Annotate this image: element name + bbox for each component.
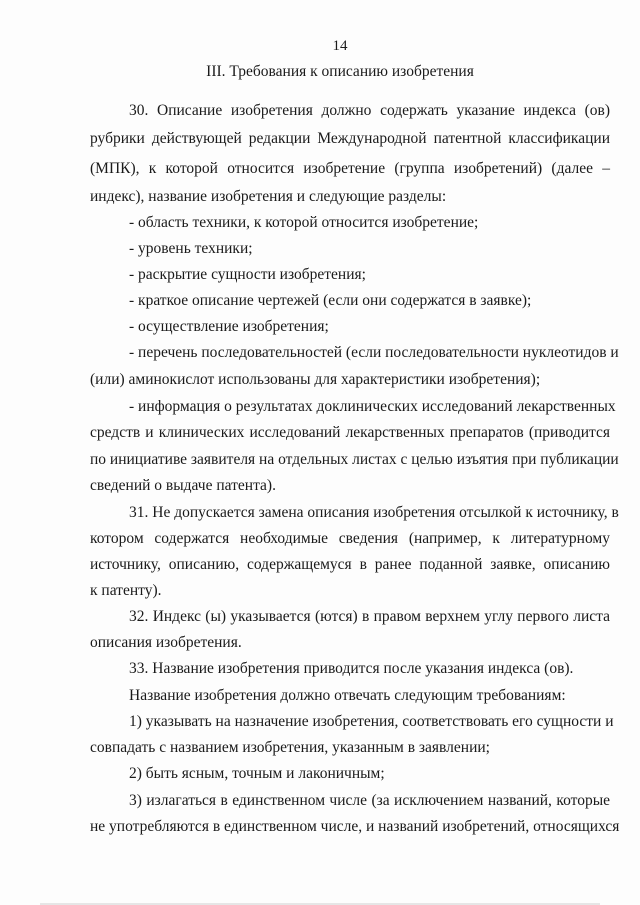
list-item-implementation: - осуществление изобретения; xyxy=(129,318,329,335)
paragraph-31-line-3: источнику, описанию, содержащемуся в ранее поданной заявке, описанию xyxy=(90,556,610,573)
paragraph-30-line-1: 30. Описание изобретения должно содержать указание индекса (ов) xyxy=(129,102,610,119)
requirement-1-line-2: совпадать с названием изобретения, указанным в заявлении; xyxy=(90,739,490,756)
list-item-research-line-3: по инициативе заявителя на отдельных листах с целью изъятия при публикации xyxy=(90,451,619,468)
requirement-3-line-2: не употребляются в единственном числе, и названий изобретений, относящихся xyxy=(90,818,620,835)
list-item-field: - область техники, к которой относится изобретение; xyxy=(129,214,479,231)
requirement-3-line-1: 3) излагаться в единственном числе (за исключением названий, которые xyxy=(129,792,610,809)
list-item-sequences-line-1: - перечень последовательностей (если последовательности нуклеотидов и xyxy=(129,344,619,361)
paragraph-33-line-2: Название изобретения должно отвечать следующим требованиям: xyxy=(129,687,566,704)
list-item-drawings: - краткое описание чертежей (если они содержатся в заявке); xyxy=(129,292,532,309)
requirement-2: 2) быть ясным, точным и лаконичным; xyxy=(129,765,385,782)
list-item-research-line-2: средств и клинических исследований лекарственных препаратов (приводится xyxy=(90,424,610,441)
requirement-1-line-1: 1) указывать на назначение изобретения, соответствовать его сущности и xyxy=(129,713,614,730)
list-item-prior-art: - уровень техники; xyxy=(129,240,253,257)
paragraph-30-line-2: рубрики действующей редакции Международной патентной классификации xyxy=(90,130,610,147)
page-number: 14 xyxy=(332,38,348,54)
list-item-disclosure: - раскрытие сущности изобретения; xyxy=(129,266,366,283)
paragraph-30-line-3: (МПК), к которой относится изобретение (группа изобретений) (далее – xyxy=(90,160,610,177)
list-item-research-line-1: - информация о результатах доклинических исследований лекарственных xyxy=(129,398,616,415)
paragraph-32-line-2: описания изобретения. xyxy=(90,634,242,651)
paragraph-32-line-1: 32. Индекс (ы) указывается (ются) в правом верхнем углу первого листа xyxy=(129,608,610,625)
list-item-sequences-line-2: (или) аминокислот использованы для характеристики изобретения); xyxy=(90,371,541,388)
list-item-research-line-4: сведений о выдаче патента). xyxy=(90,477,276,494)
paragraph-30-line-4: индекс), название изобретения и следующие разделы: xyxy=(90,188,447,205)
paragraph-33-line-1: 33. Название изобретения приводится после указания индекса (ов). xyxy=(129,660,574,677)
section-title: III. Требования к описанию изобретения xyxy=(206,63,474,80)
paragraph-31-line-2: котором содержатся необходимые сведения (например, к литературному xyxy=(90,530,610,547)
paragraph-31-line-4: к патенту). xyxy=(90,582,162,599)
paragraph-31-line-1: 31. Не допускается замена описания изобретения отсылкой к источнику, в xyxy=(129,504,619,521)
